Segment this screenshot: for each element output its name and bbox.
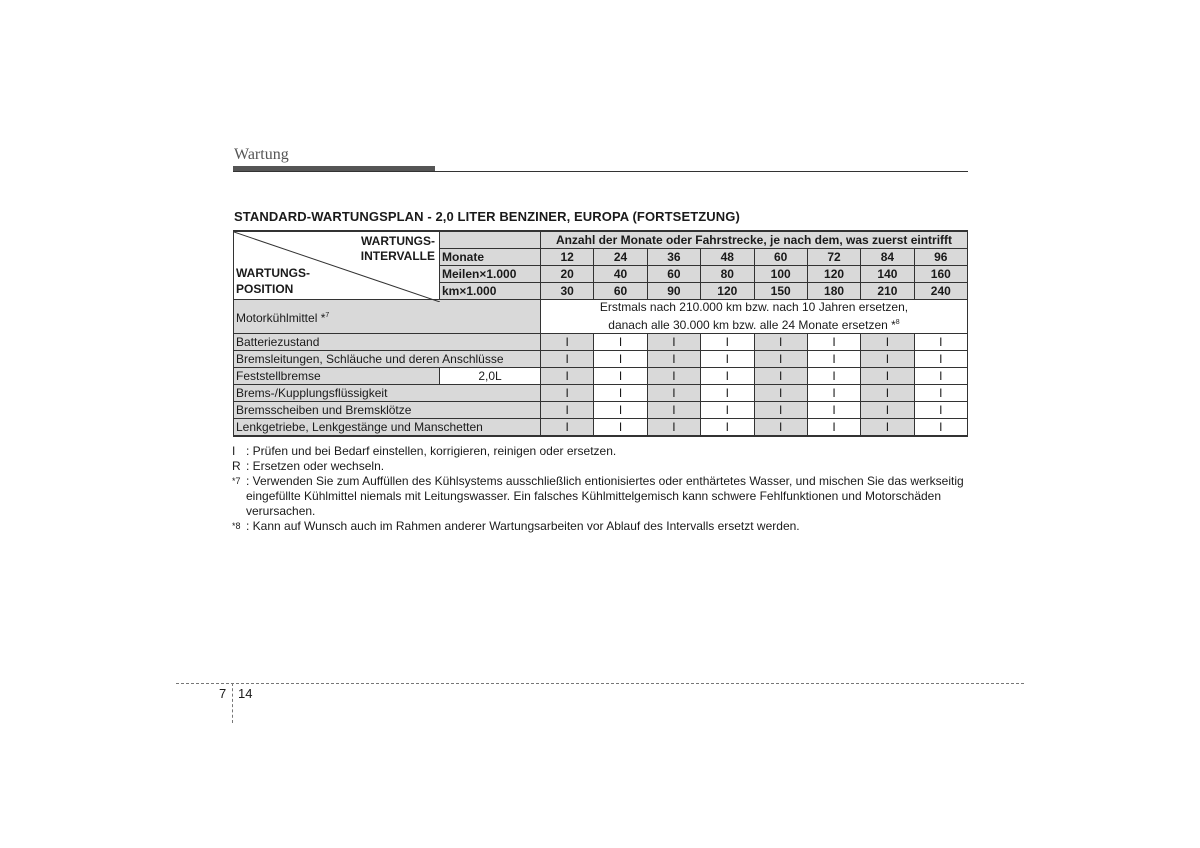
footer-rule (176, 683, 1024, 684)
footnote-key: I (232, 444, 236, 458)
item-value: I (541, 334, 594, 351)
item-value: I (807, 368, 860, 385)
item-label: Bremsleitungen, Schläuche und deren Anschlüsse (234, 351, 541, 368)
item-value: I (861, 385, 914, 402)
unit-value: 20 (541, 266, 594, 283)
header-rule (233, 171, 968, 172)
item-value: I (701, 351, 754, 368)
item-value: I (541, 385, 594, 402)
table-row (234, 402, 968, 419)
footnote-text: : Kann auf Wunsch auch im Rahmen anderer Wartungsarbeiten vor Ablauf des Intervalls ersetzt werden. (246, 519, 800, 533)
item-value: I (594, 368, 647, 385)
item-value: I (647, 368, 700, 385)
footer-divider (232, 683, 233, 723)
unit-value: 96 (914, 249, 967, 266)
item-value: I (541, 419, 594, 437)
unit-value: 120 (701, 283, 754, 300)
footnote-text: : Verwenden Sie zum Auffüllen des Kühlsystems ausschließlich entionisiertes oder enthärtetes Wasser, und mischen Sie das werkseitig eingefüllte Kühlmittel niemals mit Leitungswasser. Ein falsches Kühlmittelgemisch kann schwere Fehlfunktionen und Motorschäden verursachen. (246, 474, 964, 518)
item-value: I (754, 419, 807, 437)
page-number: 14 (238, 686, 253, 701)
item-value: I (754, 351, 807, 368)
item-rows (234, 334, 968, 437)
item-value: I (647, 402, 700, 419)
item-value: I (594, 385, 647, 402)
unit-value: 60 (594, 283, 647, 300)
item-value: I (541, 402, 594, 419)
maintenance-table (233, 230, 968, 437)
footnote-text: : Prüfen und bei Bedarf einstellen, korrigieren, reinigen oder ersetzen. (246, 444, 617, 458)
unit-label: Monate (440, 249, 541, 266)
unit-value: 72 (807, 249, 860, 266)
coolant-label-footnote: 7 (325, 311, 330, 319)
unit-value: 150 (754, 283, 807, 300)
item-label: Bremsscheiben und Bremsklötze (234, 402, 541, 419)
item-value: I (807, 334, 860, 351)
corner-cell (234, 231, 440, 300)
item-label: Batteriezustand (234, 334, 541, 351)
unit-value: 100 (754, 266, 807, 283)
item-value: I (647, 385, 700, 402)
footnote-key: *8 (232, 521, 241, 531)
item-value: I (701, 402, 754, 419)
item-value: I (861, 351, 914, 368)
unit-value: 48 (701, 249, 754, 266)
coolant-text-footnote: 8 (895, 319, 900, 326)
unit-value: 210 (861, 283, 914, 300)
footnote-key: R (232, 459, 241, 473)
item-value: I (914, 385, 967, 402)
footnote-item (232, 444, 972, 459)
item-sublabel: 2,0L (440, 368, 541, 385)
item-value: I (701, 419, 754, 437)
item-value: I (594, 419, 647, 437)
corner-intervals-label: WARTUNGS- INTERVALLE (360, 234, 435, 263)
item-value: I (861, 419, 914, 437)
coolant-label: Motorkühlmittel * (236, 310, 326, 325)
footnote-text: : Ersetzen oder wechseln. (246, 459, 385, 473)
unit-value: 24 (594, 249, 647, 266)
item-value: I (861, 334, 914, 351)
item-value: I (914, 368, 967, 385)
item-value: I (701, 368, 754, 385)
table-row (234, 368, 968, 385)
coolant-text-line1: Erstmals nach 210.000 km bzw. nach 10 Jahren ersetzen, (599, 300, 909, 314)
unit-value: 120 (807, 266, 860, 283)
item-value: I (754, 334, 807, 351)
footnote-item (232, 474, 972, 519)
coolant-text-line2: danach alle 30.000 km bzw. alle 24 Monate ersetzen * (608, 318, 896, 332)
unit-value: 36 (647, 249, 700, 266)
item-value: I (807, 402, 860, 419)
unit-value: 180 (807, 283, 860, 300)
unit-value: 12 (541, 249, 594, 266)
span-header: Anzahl der Monate oder Fahrstrecke, je nach dem, was zuerst eintrifft (541, 231, 968, 249)
table-row-coolant (234, 300, 968, 334)
footnote-item (232, 519, 972, 534)
item-value: I (541, 368, 594, 385)
item-label: Feststellbremse (234, 368, 440, 385)
table-row (234, 334, 968, 351)
item-value: I (861, 402, 914, 419)
unit-value: 80 (701, 266, 754, 283)
item-label: Lenkgetriebe, Lenkgestänge und Manschetten (234, 419, 541, 437)
item-value: I (807, 351, 860, 368)
item-value: I (754, 402, 807, 419)
coolant-label-cell (234, 300, 541, 334)
item-value: I (914, 351, 967, 368)
item-value: I (914, 419, 967, 437)
unit-value: 30 (541, 283, 594, 300)
unit-value: 160 (914, 266, 967, 283)
item-value: I (541, 351, 594, 368)
item-value: I (701, 334, 754, 351)
unit-value: 84 (861, 249, 914, 266)
item-value: I (861, 368, 914, 385)
footnote-key: *7 (232, 476, 241, 486)
unit-label: km×1.000 (440, 283, 541, 300)
item-value: I (647, 334, 700, 351)
table-row (234, 419, 968, 437)
unit-value: 40 (594, 266, 647, 283)
item-value: I (807, 419, 860, 437)
item-value: I (647, 419, 700, 437)
item-value: I (807, 385, 860, 402)
item-value: I (701, 385, 754, 402)
unit-value: 140 (861, 266, 914, 283)
footnotes (232, 444, 972, 534)
unit-value: 60 (754, 249, 807, 266)
unit-value: 60 (647, 266, 700, 283)
corner-position-label: WARTUNGS- POSITION (236, 266, 310, 296)
item-label: Brems-/Kupplungsflüssigkeit (234, 385, 541, 402)
item-value: I (594, 334, 647, 351)
table-row (234, 385, 968, 402)
item-value: I (647, 351, 700, 368)
chapter-number: 7 (219, 686, 227, 701)
coolant-text-cell (541, 300, 968, 334)
unit-label: Meilen×1.000 (440, 266, 541, 283)
item-value: I (914, 334, 967, 351)
item-value: I (594, 351, 647, 368)
page-title: STANDARD-WARTUNGSPLAN - 2,0 LITER BENZINER, EUROPA (FORTSETZUNG) (234, 209, 740, 224)
unit-value: 240 (914, 283, 967, 300)
table-row (234, 351, 968, 368)
item-value: I (594, 402, 647, 419)
unit-value: 90 (647, 283, 700, 300)
footnote-item (232, 459, 972, 474)
item-value: I (754, 368, 807, 385)
table-header-row (234, 231, 968, 249)
item-value: I (754, 385, 807, 402)
item-value: I (914, 402, 967, 419)
section-header: Wartung (234, 146, 289, 163)
